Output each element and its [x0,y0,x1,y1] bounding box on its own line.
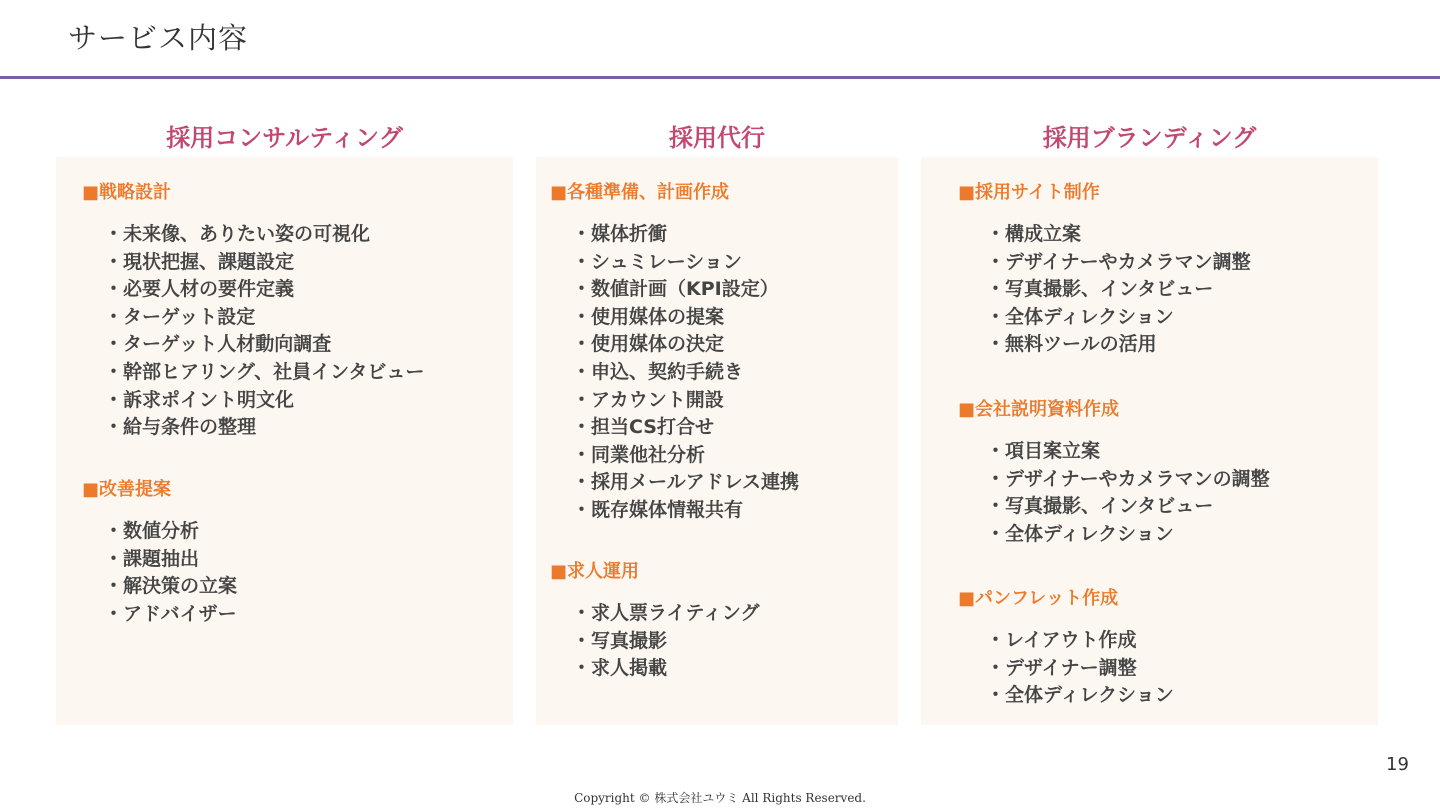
list-item: ・全体ディレクション [986,522,1174,545]
section-title: ■求人運用 [550,561,640,582]
section-strategy-design [82,179,424,442]
list-item: ・必要人材の要件定義 [104,278,295,301]
section-title: ■改善提案 [82,479,172,500]
list-item: ・媒体折衝 [572,223,668,245]
list-item: ・全体ディレクション [986,305,1174,328]
item-list [958,438,1270,548]
page-title: サービス内容 [68,21,249,55]
section-job-posting-operation [550,558,760,683]
title-divider [0,76,1440,79]
list-item: ・アカウント開設 [572,388,724,411]
list-item: ・現状把握、課題設定 [104,250,295,273]
list-item: ・デザイナー調整 [986,656,1137,679]
list-item: ・ターゲット人材動向調査 [104,333,332,356]
section-pamphlet [958,585,1174,710]
column-heading-consulting: 採用コンサルティング [166,124,403,152]
item-list [550,600,760,683]
section-title: ■採用サイト制作 [958,182,1100,203]
column-heading-outsourcing: 採用代行 [669,124,765,152]
list-item: ・採用メールアドレス連携 [572,471,800,494]
column-heading-branding: 採用ブランディング [1042,124,1257,152]
section-company-presentation [958,396,1270,548]
list-item: ・未来像、ありたい姿の可視化 [104,223,371,245]
list-item: ・既存媒体情報共有 [572,498,744,521]
list-item: ・シュミレーション [572,250,742,273]
list-item: ・求人票ライティング [572,602,760,624]
list-item: ・デザイナーやカメラマンの調整 [986,467,1270,490]
item-list [82,518,237,628]
list-item: ・写真撮影 [572,629,668,652]
list-item: ・構成立案 [986,223,1082,245]
list-item: ・アドバイザー [104,602,237,625]
list-item: ・項目案立案 [986,440,1101,462]
list-item: ・申込、契約手続き [572,360,744,383]
list-item: ・訴求ポイント明文化 [104,388,295,411]
list-item: ・数値分析 [104,520,200,542]
list-item: ・ターゲット設定 [104,305,256,328]
section-title: ■各種準備、計画作成 [550,182,730,203]
list-item: ・無料ツールの活用 [986,333,1157,356]
section-title: ■パンフレット作成 [958,588,1119,609]
list-item: ・レイアウト作成 [986,629,1137,651]
list-item: ・担当CS打合せ [572,416,714,439]
item-list [958,221,1251,359]
list-item: ・課題抽出 [104,547,200,570]
list-item: ・幹部ヒアリング、社員インタビュー [104,360,425,383]
copyright-footer: Copyright © 株式会社ユウミ All Rights Reserved. [574,791,866,805]
section-title: ■戦略設計 [82,182,172,203]
list-item: ・写真撮影、インタビュー [986,278,1214,301]
item-list [550,221,799,525]
list-item: ・求人掲載 [572,657,668,680]
list-item: ・使用媒体の決定 [572,333,725,356]
section-preparation-planning [550,179,799,525]
list-item: ・デザイナーやカメラマン調整 [986,250,1251,273]
list-item: ・同業他社分析 [572,443,706,466]
list-item: ・全体ディレクション [986,684,1174,707]
item-list [82,221,424,442]
section-title: ■会社説明資料作成 [958,399,1120,420]
section-recruiting-site [958,179,1251,359]
item-list [958,627,1174,710]
list-item: ・給与条件の整理 [104,416,257,439]
list-item: ・使用媒体の提案 [572,305,725,328]
section-improvement-proposal [82,476,237,628]
list-item: ・写真撮影、インタビュー [986,495,1214,518]
page-number: 19 [1386,754,1409,775]
list-item: ・解決策の立案 [104,575,238,598]
list-item: ・数値計画（KPI設定） [572,278,779,301]
